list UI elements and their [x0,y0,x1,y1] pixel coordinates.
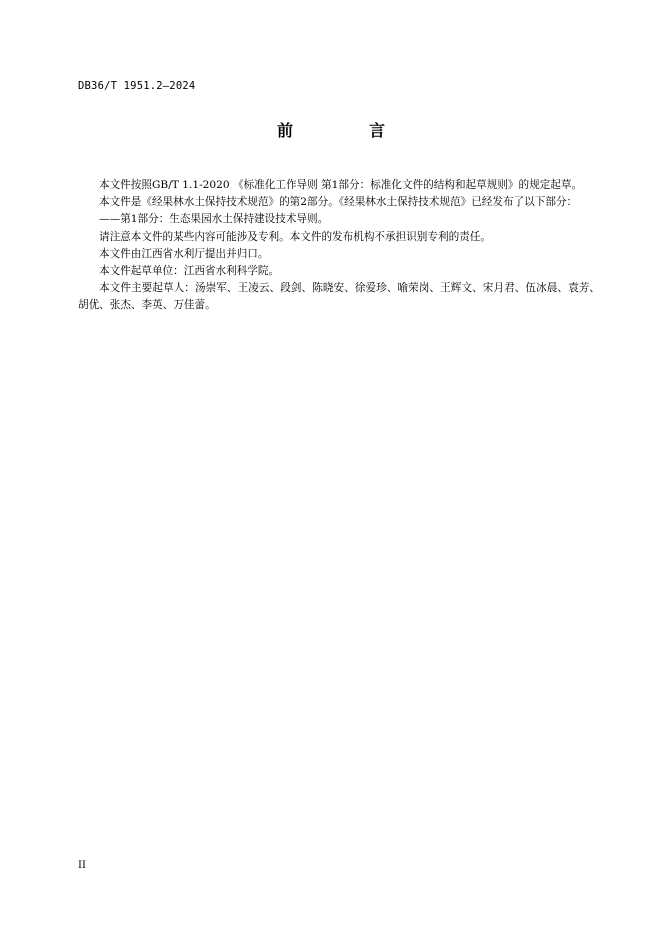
paragraph-proposer: 本文件由江西省水利厅提出并归口。 [99,247,269,260]
page-title: 前 言 [276,121,415,140]
foreword-body [78,177,600,315]
page-number: II [78,860,86,871]
paragraph-patent-notice: 请注意本文件的某些内容可能涉及专利。本文件的发布机构不承担识别专利的责任。 [99,230,491,243]
paragraph-part-list: ——第1部分：生态果园水土保持建设技术导则。 [99,213,329,226]
paragraph-drafting-rules: 本文件按照GB/T 1.1-2020 《标准化工作导则 第1部分：标准化文件的结构和起草规则》的规定起草。 [99,179,583,191]
paragraph-drafters: 本文件主要起草人：汤崇军、王凌云、段剑、陈晓安、徐爱珍、喻荣岗、王辉文、宋月君、伍冰晨、袁芳、胡优、张杰、李英、万佳蕾。 [78,282,600,312]
paragraph-drafting-unit: 本文件起草单位：江西省水利科学院。 [99,265,280,278]
paragraph-part-info: 本文件是《经果林水土保持技术规范》的第2部分。《经果林水土保持技术规范》已经发布了以下部分： [99,196,578,209]
document-code: DB36/T 1951.2—2024 [78,80,196,92]
